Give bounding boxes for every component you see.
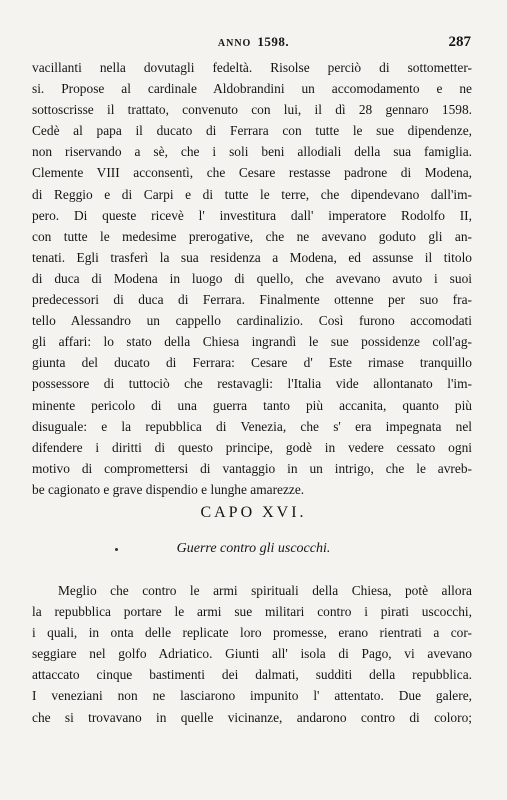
page-header [32,34,475,52]
text-line: i quali, in onta delle replicate loro promesse, erano rientrati a cor- [32,625,472,641]
text-line: di Reggio e di Carpi e di tutte le terre, che dipendevano dall'im- [32,186,472,202]
text-line: difendere i diritti di questo principe, godè in vedere cessato ogni [32,439,472,455]
text-line: predecessori di duca di Ferrara. Finalmente ottenne per suo fra- [32,292,472,308]
text-line: si. Propose al cardinale Aldobrandini un accomodamento e ne [32,81,472,97]
text-line: Clemente VIII acconsentì, che Cesare restasse padrone di Modena, [32,165,472,181]
text-line: motivo di compromettersi di vantaggio in un intrigo, che le avreb- [32,460,472,476]
text-line: Cedè al papa il ducato di Ferrara con tutte le sue dipendenze, [32,123,472,139]
text-line: la repubblica portare le armi sue militari contro i pirati uscocchi, [32,604,472,620]
running-head [32,34,475,50]
text-line: tenati. Egli trasferì la sua residenza a Modena, ed assunse il titolo [32,249,472,265]
chapter-title: CAPO XVI. [200,504,307,521]
paragraph-continuation [32,57,472,500]
text-line: che si trovavano in quelle vicinanze, andarono contro di coloro; [32,709,472,725]
text-line: disuguale: e la repubblica di Venezia, che s' era impegnata nel [32,418,472,434]
text-line: Meglio che contro le armi spirituali della Chiesa, potè allora [58,583,472,598]
text-line: possessore di tuttociò che restavagli: l'Italia vide allontanato l'im- [32,376,472,392]
text-line: tello Alessandro un cappello cardinalizio. Così furono accomodati [32,313,472,329]
text-line: pero. Di queste ricevè l' investitura dall' imperatore Rodolfo II, [32,207,472,223]
text-line: con tutte le medesime prerogative, che ne avevano goduto gli an- [32,228,472,244]
running-head-year: 1598. [257,34,290,49]
text-line: sottoscrisse il trattato, convenuto con lui, il dì 28 gennaro 1598. [32,102,472,118]
text-line: minente pericolo di una guerra tanto più accanita, quanto più [32,397,472,413]
text-line: gli affari: lo stato della Chiesa ingrandì le sue possidenze coll'ag- [32,334,472,350]
text-line: be cagionato e grave dispendio e lunghe amarezze. [32,481,305,497]
page-number: 287 [448,34,471,50]
text-line: non riservando a sè, che i soli beni allodiali della sua famiglia. [32,144,472,160]
text-line: I veneziani non ne lasciarono impunito l' attentato. Due galere, [32,688,472,704]
text-line: vacillanti nella dovutagli fedeltà. Risolse perciò di sottometter- [32,60,472,75]
text-line: attaccato cinque bastimenti dei dalmati, sudditi della repubblica. [32,667,472,683]
text-line: seggiare nel golfo Adriatico. Giunti all' isola di Pago, vi avevano [32,646,472,662]
text-line: giunta del ducato di Ferrara: Cesare d' Este rimase tranquillo [32,355,472,371]
chapter-subtitle: Guerre contro gli uscocchi. [176,541,331,556]
paragraph-chapter-opening [32,580,472,728]
running-head-label: ANNO [217,38,252,49]
text-line: di duca di Modena in luogo di quello, che avevano avuto i suoi [32,270,472,286]
